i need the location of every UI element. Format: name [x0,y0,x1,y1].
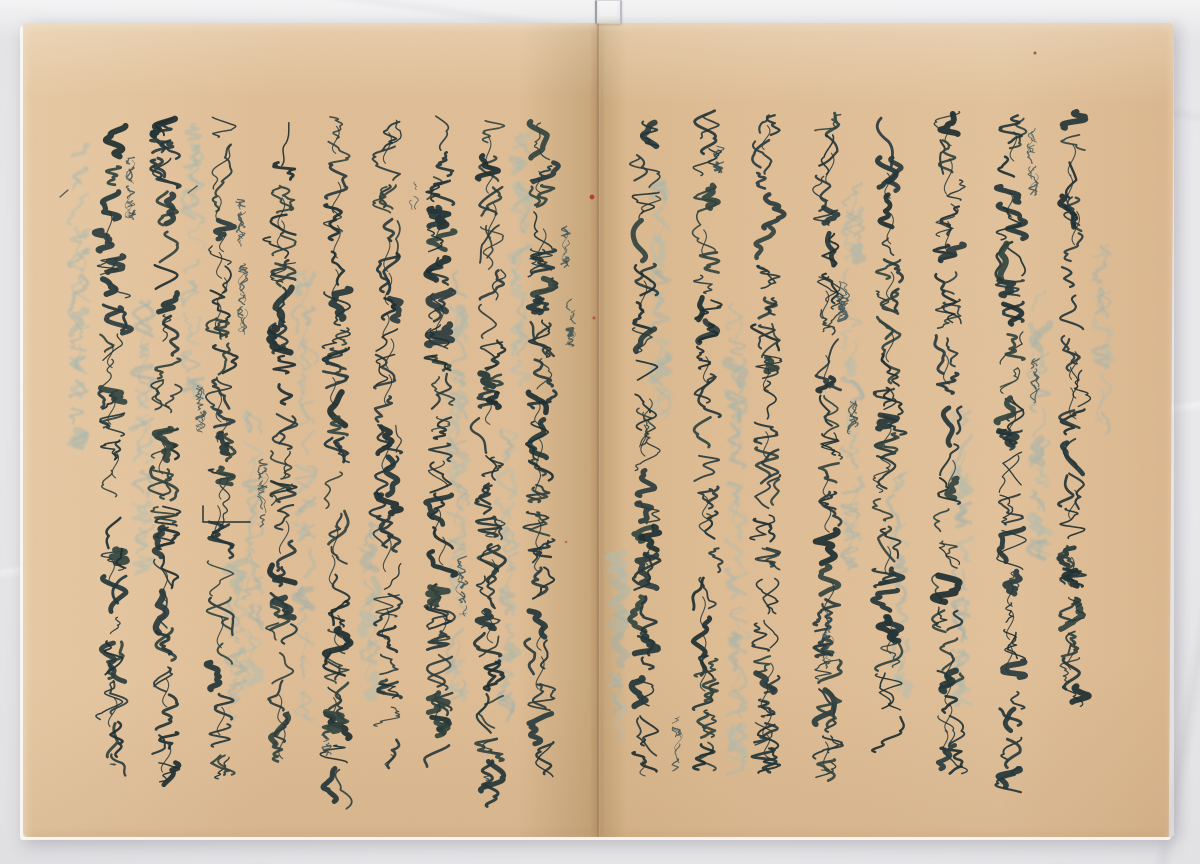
page-left [23,23,598,837]
binding-clamp [595,0,622,24]
book-spread [23,23,1174,837]
page-right [598,23,1174,837]
